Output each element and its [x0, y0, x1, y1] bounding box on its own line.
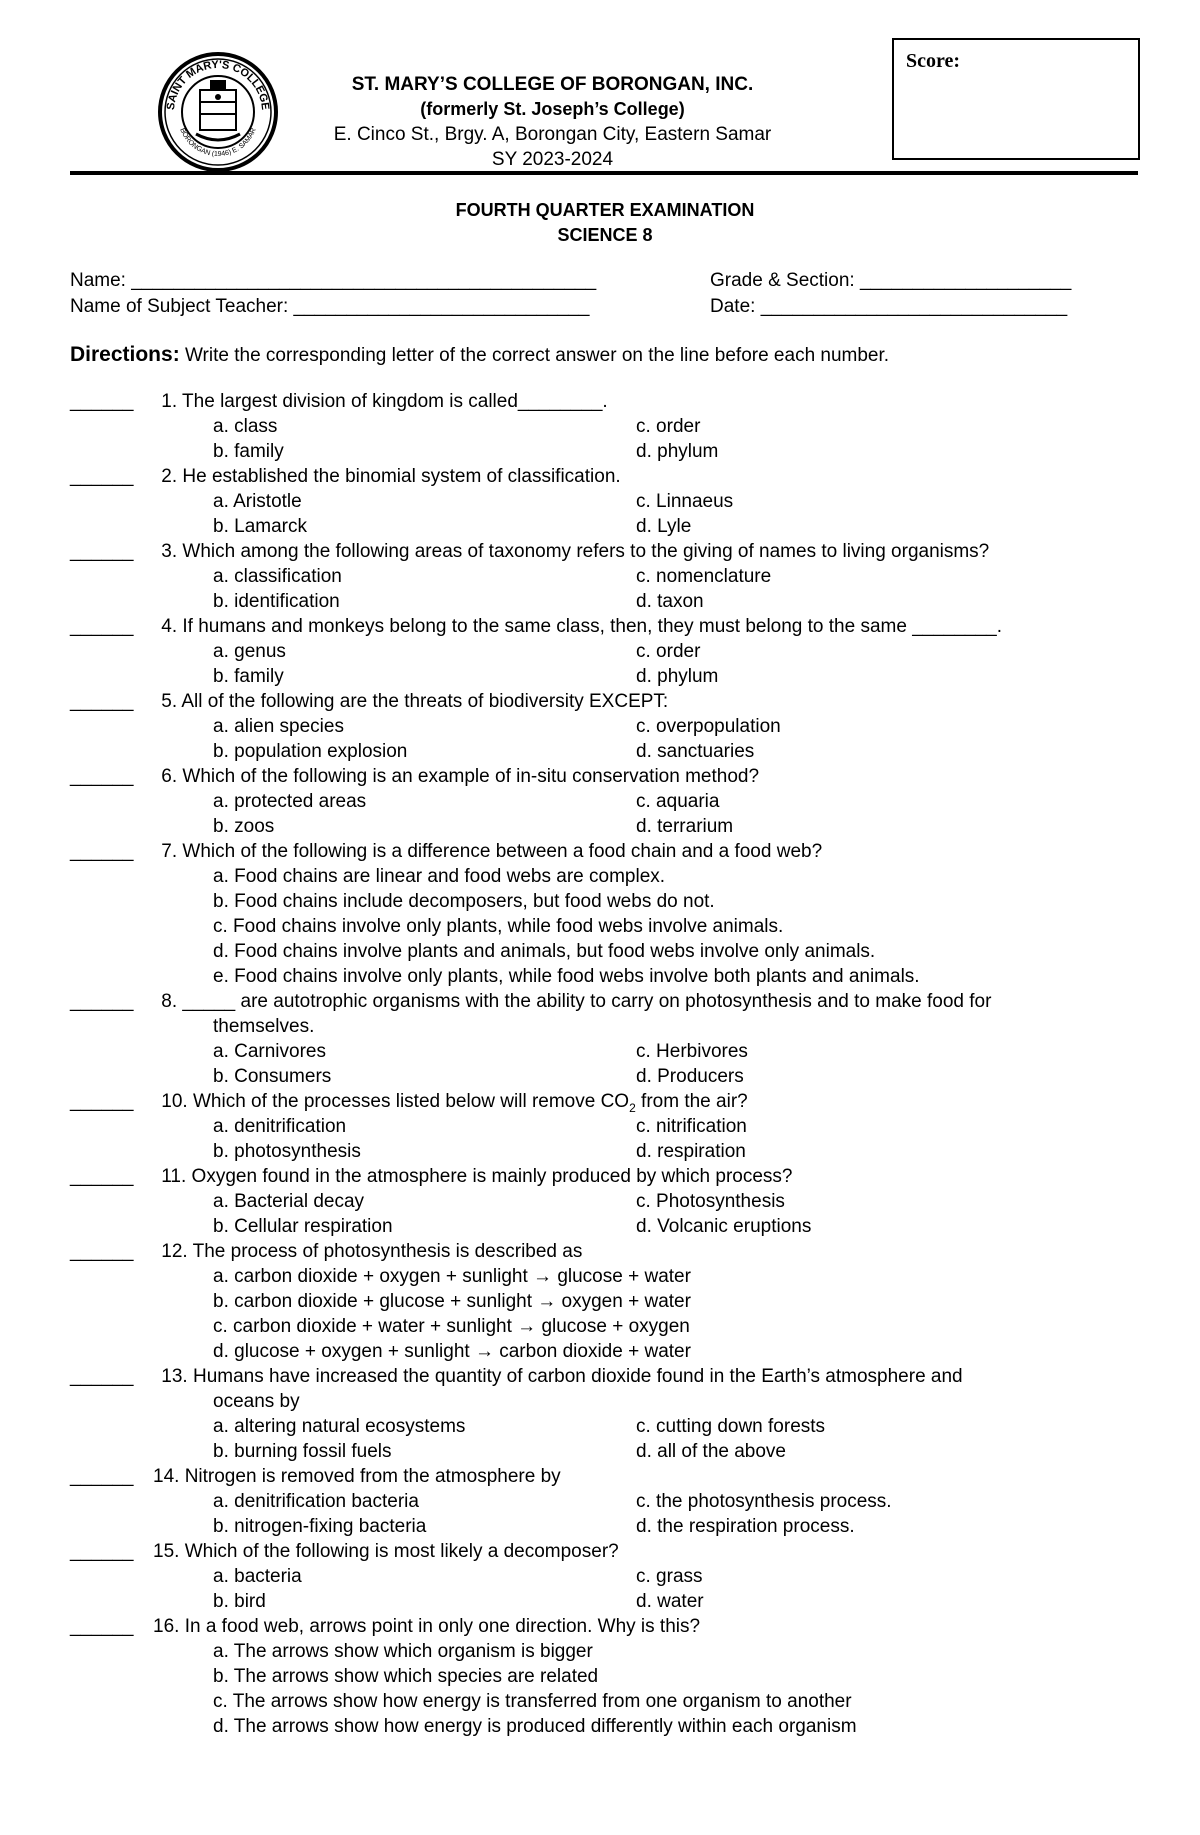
question-text-end: from the air?	[635, 1091, 748, 1112]
exam-page	[70, 36, 1140, 1739]
option: b. nitrogen-fixing bacteria	[213, 1516, 427, 1537]
answer-blank[interactable]: ______	[70, 1541, 134, 1562]
answer-blank[interactable]: ______	[70, 766, 134, 787]
option: d. phylum	[636, 441, 719, 462]
option: a. class	[213, 416, 278, 437]
option: b. family	[213, 441, 284, 462]
question-item	[70, 689, 1140, 764]
option: b. Cellular respiration	[213, 1216, 393, 1237]
question-text: 15. Which of the following is most likely a decomposer?	[153, 1541, 619, 1562]
question-text-continued: themselves.	[213, 1016, 315, 1037]
option: a. alien species	[213, 716, 344, 737]
option: a. altering natural ecosystems	[213, 1416, 466, 1437]
teacher-field[interactable]: Name of Subject Teacher: ____________________________	[70, 296, 590, 317]
question-text: 8. _____ are autotrophic organisms with the ability to carry on photosynthesis and to make food for	[156, 991, 992, 1012]
school-address: E. Cinco St., Brgy. A, Borongan City, Eastern Samar	[333, 124, 772, 145]
answer-blank[interactable]: ______	[70, 1616, 134, 1637]
option: b. zoos	[213, 816, 275, 837]
option: c. Linnaeus	[636, 491, 734, 512]
question-item	[70, 1614, 1140, 1739]
question-text: 16. In a food web, arrows point in only one direction. Why is this?	[153, 1616, 701, 1637]
svg-text:BORONGAN (1946) E. SAMAR: BORONGAN (1946) E. SAMAR	[178, 127, 258, 159]
school-name: ST. MARY’S COLLEGE OF BORONGAN, INC.	[351, 74, 754, 95]
header-divider	[70, 171, 1138, 175]
answer-blank[interactable]: ______	[70, 691, 134, 712]
option: d. phylum	[636, 666, 719, 687]
question-item	[70, 1364, 1140, 1464]
option: a. Carnivores	[213, 1041, 326, 1062]
exam-title: FOURTH QUARTER EXAMINATION	[455, 200, 755, 220]
question-text: 10. Which of the processes listed below will remove CO	[156, 1091, 630, 1112]
question-item	[70, 839, 1140, 989]
name-field[interactable]: Name: ____________________________________________	[70, 270, 597, 291]
answer-blank[interactable]: ______	[70, 991, 134, 1012]
option: d. The arrows show how energy is produced differently within each organism	[213, 1716, 857, 1737]
question-item	[70, 1089, 1140, 1164]
option: a. Aristotle	[213, 491, 302, 512]
answer-blank[interactable]: ______	[70, 841, 134, 862]
option: c. nitrification	[636, 1116, 747, 1137]
option: a. carbon dioxide + oxygen + sunlight → glucose + water	[213, 1266, 691, 1287]
option: d. respiration	[636, 1141, 746, 1162]
option: c. cutting down forests	[636, 1416, 826, 1437]
question-item	[70, 1539, 1140, 1614]
question-text-continued: oceans by	[213, 1391, 300, 1412]
option: c. order	[636, 641, 701, 662]
question-text: 7. Which of the following is a difference between a food chain and a food web?	[156, 841, 823, 862]
option: a. bacteria	[213, 1566, 302, 1587]
answer-blank[interactable]: ______	[70, 541, 134, 562]
subscript: 2	[629, 1100, 636, 1115]
option: e. Food chains involve only plants, while food webs involve both plants and animals.	[213, 966, 920, 987]
question-list	[70, 389, 1140, 1739]
option: c. Photosynthesis	[636, 1191, 785, 1212]
question-item	[70, 1164, 1140, 1239]
question-text: 6. Which of the following is an example of in-situ conservation method?	[156, 766, 760, 787]
option: b. photosynthesis	[213, 1141, 361, 1162]
question-item	[70, 1239, 1140, 1364]
answer-blank[interactable]: ______	[70, 466, 134, 487]
option: a. The arrows show which organism is bigger	[213, 1641, 593, 1662]
option: d. all of the above	[636, 1441, 786, 1462]
option: c. Food chains involve only plants, while food webs involve animals.	[213, 916, 784, 937]
option: d. Food chains involve plants and animals, but food webs involve only animals.	[213, 941, 876, 962]
student-info-fields	[70, 268, 1140, 320]
option: c. overpopulation	[636, 716, 781, 737]
question-item	[70, 614, 1140, 689]
school-info	[310, 72, 795, 172]
option: c. grass	[636, 1566, 703, 1587]
option: b. Food chains include decomposers, but food webs do not.	[213, 891, 715, 912]
option: b. The arrows show which species are related	[213, 1666, 599, 1687]
grade-section-field[interactable]: Grade & Section: ____________________	[710, 270, 1072, 291]
option: a. Bacterial decay	[213, 1191, 365, 1212]
option: b. burning fossil fuels	[213, 1441, 392, 1462]
option: a. protected areas	[213, 791, 367, 812]
score-label: Score:	[906, 50, 961, 72]
question-text: 12. The process of photosynthesis is described as	[156, 1241, 583, 1262]
option: b. family	[213, 666, 284, 687]
option: d. Lyle	[636, 516, 692, 537]
option: b. bird	[213, 1591, 266, 1612]
option: a. denitrification bacteria	[213, 1491, 419, 1512]
option: c. Herbivores	[636, 1041, 748, 1062]
svg-text:SAINT MARY'S COLLEGE: SAINT MARY'S COLLEGE	[164, 58, 272, 111]
option: c. The arrows show how energy is transferred from one organism to another	[213, 1691, 852, 1712]
option: d. glucose + oxygen + sunlight → carbon dioxide + water	[213, 1341, 691, 1362]
former-name: (formerly St. Joseph’s College)	[420, 99, 685, 119]
option: c. order	[636, 416, 701, 437]
question-item	[70, 989, 1140, 1089]
option: d. sanctuaries	[636, 741, 755, 762]
option: d. terrarium	[636, 816, 734, 837]
question-text: 5. All of the following are the threats of biodiversity EXCEPT:	[156, 691, 669, 712]
exam-title-block	[70, 198, 1140, 248]
question-text: 1. The largest division of kingdom is called________.	[156, 391, 608, 412]
date-field[interactable]: Date: _____________________________	[710, 296, 1068, 317]
answer-blank[interactable]: ______	[70, 1466, 134, 1487]
question-text: 4. If humans and monkeys belong to the same class, then, they must belong to the same ________.	[156, 616, 1003, 637]
question-item	[70, 1464, 1140, 1539]
answer-blank[interactable]: ______	[70, 616, 134, 637]
option: b. population explosion	[213, 741, 408, 762]
question-text: 13. Humans have increased the quantity of carbon dioxide found in the Earth’s atmosphere and	[156, 1366, 963, 1387]
answer-blank[interactable]: ______	[70, 1091, 134, 1112]
option: a. denitrification	[213, 1116, 347, 1137]
option: b. Lamarck	[213, 516, 307, 537]
answer-blank[interactable]: ______	[70, 391, 134, 412]
option: c. nomenclature	[636, 566, 772, 587]
question-text: 3. Which among the following areas of taxonomy refers to the giving of names to living organisms?	[156, 541, 990, 562]
option: c. carbon dioxide + water + sunlight → glucose + oxygen	[213, 1316, 690, 1337]
question-text: 2. He established the binomial system of classification.	[156, 466, 621, 487]
option: d. water	[636, 1591, 704, 1612]
option: b. carbon dioxide + glucose + sunlight → oxygen + water	[213, 1291, 691, 1312]
answer-blank[interactable]: ______	[70, 1241, 134, 1262]
option: d. the respiration process.	[636, 1516, 855, 1537]
score-box[interactable]	[892, 38, 1140, 160]
directions	[70, 342, 1140, 369]
question-item	[70, 464, 1140, 539]
question-item	[70, 389, 1140, 464]
option: a. genus	[213, 641, 286, 662]
school-year: SY 2023-2024	[491, 149, 614, 170]
question-item	[70, 764, 1140, 839]
answer-blank[interactable]: ______	[70, 1366, 134, 1387]
option: d. Volcanic eruptions	[636, 1216, 812, 1237]
answer-blank[interactable]: ______	[70, 1166, 134, 1187]
school-seal-logo	[156, 50, 280, 174]
option: b. Consumers	[213, 1066, 332, 1087]
question-item	[70, 539, 1140, 614]
exam-header	[70, 36, 1140, 174]
option: b. identification	[213, 591, 340, 612]
directions-label: Directions:	[70, 343, 180, 366]
exam-subject: SCIENCE 8	[557, 225, 653, 245]
option: c. aquaria	[636, 791, 720, 812]
question-text: 14. Nitrogen is removed from the atmosphere by	[153, 1466, 561, 1487]
directions-text: Write the corresponding letter of the correct answer on the line before each number.	[179, 345, 890, 366]
option: d. Producers	[636, 1066, 744, 1087]
option: c. the photosynthesis process.	[636, 1491, 892, 1512]
option: d. taxon	[636, 591, 704, 612]
option: a. Food chains are linear and food webs are complex.	[213, 866, 666, 887]
question-text: 11. Oxygen found in the atmosphere is mainly produced by which process?	[156, 1166, 793, 1187]
option: a. classification	[213, 566, 342, 587]
